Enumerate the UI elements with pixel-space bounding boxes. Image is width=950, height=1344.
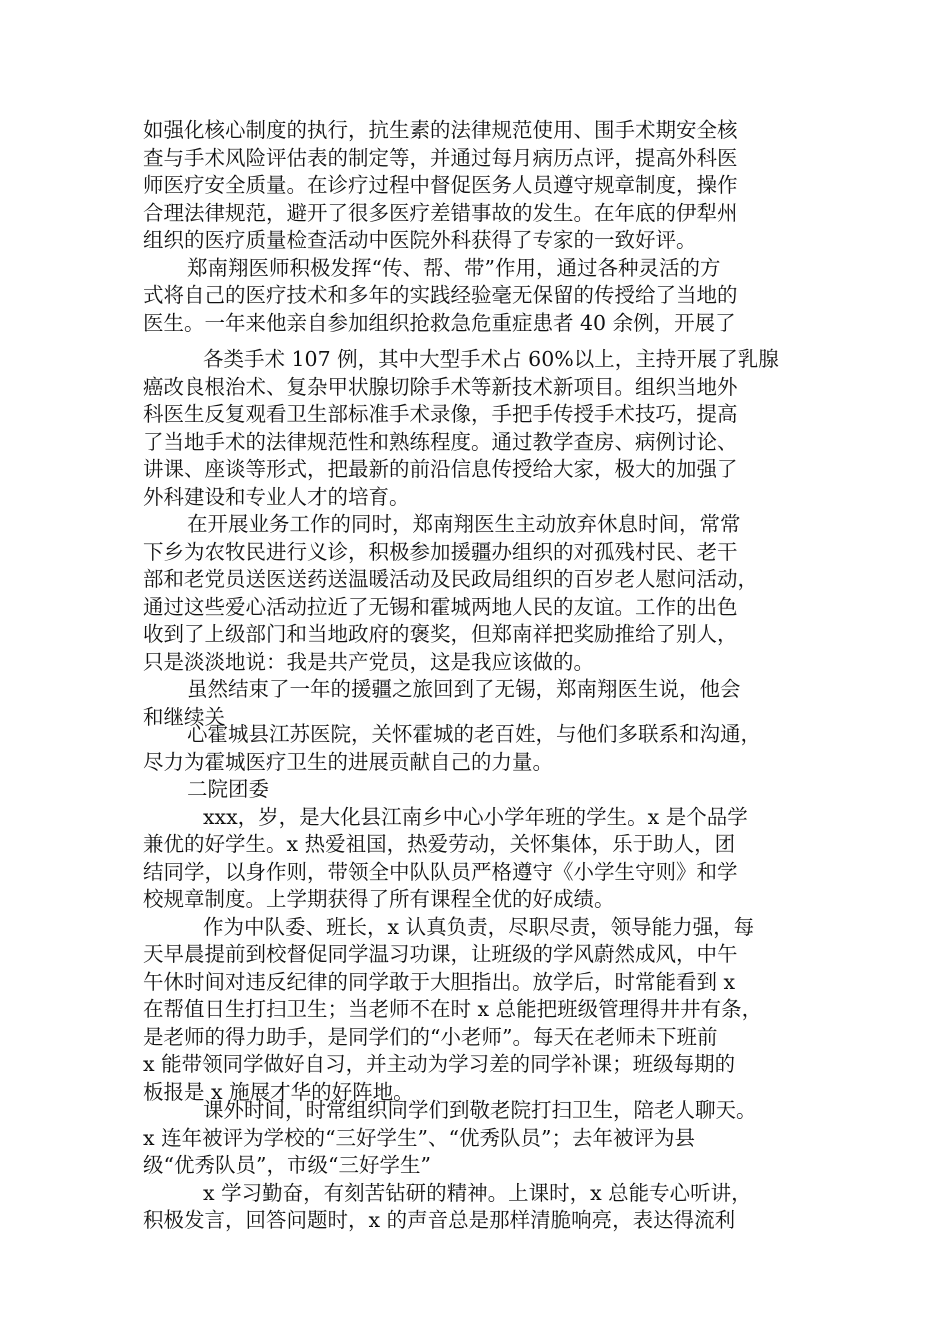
text-line: 师医疗安全质量。在诊疗过程中督促医务人员遵守规章制度，操作 [143, 173, 738, 197]
text-line: 虽然结束了一年的援疆之旅回到了无锡，郑南翔医生说，他会 [187, 677, 741, 701]
text-line: 讲课、座谈等形式，把最新的前沿信息传授给大家，极大的加强了 [143, 457, 738, 481]
text-line: 在开展业务工作的同时，郑南翔医生主动放弃休息时间，常常 [187, 512, 741, 536]
text-line: 心霍城县江苏医院，关怀霍城的老百姓，与他们多联系和沟通， [187, 722, 761, 746]
text-line: 午休时间对违反纪律的同学敢于大胆指出。放学后，时常能看到 x [143, 969, 736, 994]
text-line: 通过这些爱心活动拉近了无锡和霍城两地人民的友谊。工作的出色 [143, 594, 738, 619]
text-line: 课外时间，时常组织同学们到敬老院打扫卫生，陪老人聊天。 [203, 1098, 757, 1122]
text-line: x 学习勤奋，有刻苦钻研的精神。上课时，x 总能专心听讲， [203, 1180, 752, 1205]
text-line: 是老师的得力助手，是同学们的“小老师”。每天在老师未下班前 [143, 1024, 718, 1049]
text-line: 尽力为霍城医疗卫生的进展贡献自己的力量。 [143, 749, 553, 774]
text-line: 如强化核心制度的执行，抗生素的法律规范使用、围手术期安全核 [143, 118, 738, 142]
text-line: 结同学，以身作则，带领全中队队员严格遵守《小学生守则》和学 [143, 859, 738, 884]
text-line: 各类手术 107 例，其中大型手术占 60%以上，主持开展了乳腺 [203, 347, 779, 371]
text-line: 和继续关 [143, 704, 225, 729]
section-1 [143, 117, 823, 337]
text-line: 科医生反复观看卫生部标准手术录像，手把手传授手术技巧，提高 [143, 402, 738, 426]
text-line: 级“优秀队员”，市级“三好学生” [143, 1153, 431, 1177]
text-line: x 连年被评为学校的“三好学生”、“优秀队员”；去年被评为县 [143, 1125, 695, 1150]
text-line: 医生。一年来他亲自参加组织抢救急危重症患者 40 余例，开展了 [143, 310, 736, 335]
text-line: 只是淡淡地说：我是共产党员，这是我应该做的。 [143, 649, 594, 674]
text-line: 癌改良根治术、复杂甲状腺切除手术等新技术新项目。组织当地外 [143, 374, 738, 399]
text-line: 兼优的好学生。x 热爱祖国，热爱劳动，关怀集体，乐于助人，团 [143, 832, 736, 856]
text-line: 查与手术风险评估表的制定等，并通过每月病历点评，提高外科医 [143, 145, 738, 170]
text-line: 收到了上级部门和当地政府的褒奖，但郑南祥把奖励推给了别人， [143, 622, 738, 646]
text-line: 外科建设和专业人才的培育。 [143, 484, 410, 509]
text-line: 合理法律规范，避开了很多医疗差错事故的发生。在年底的伊犁州 [143, 200, 738, 225]
text-line: 郑南翔医师积极发挥“传、帮、带”作用，通过各种灵活的方 [187, 255, 721, 280]
text-line: 式将自己的医疗技术和多年的实践经验毫无保留的传授给了当地的 [143, 283, 738, 307]
text-line: 积极发言，回答问题时，x 的声音总是那样清脆响亮，表达得流利 [143, 1208, 736, 1232]
section-4 [143, 1097, 823, 1235]
text-line: x 能带领同学做好自习，并主动为学习差的同学补课；班级每期的 [143, 1052, 736, 1076]
text-line: 二院团委 [187, 777, 269, 801]
text-line: 校规章制度。上学期获得了所有课程全优的好成绩。 [143, 887, 615, 911]
text-line: 板报是 x 施展才华的好阵地。 [143, 1079, 414, 1104]
text-line: 部和老党员送医送药送温暖活动及民政局组织的百岁老人慰问活动， [143, 567, 758, 591]
text-line: 了当地手术的法律规范性和熟练程度。通过教学查房、病例讨论、 [143, 429, 738, 454]
section-3 [143, 721, 823, 1106]
text-line: xxx，岁，是大化县江南乡中心小学年班的学生。x 是个品学 [203, 804, 748, 829]
text-line: 在帮值日生打扫卫生；当老师不在时 x 总能把班级管理得井井有条， [143, 997, 763, 1021]
text-line: 组织的医疗质量检查活动中医院外科获得了专家的一致好评。 [143, 228, 697, 252]
section-2 [143, 346, 823, 731]
text-line: 下乡为农牧民进行义诊，积极参加援疆办组织的对孤残村民、老干 [143, 539, 738, 564]
text-line: 作为中队委、班长，x 认真负责，尽职尽责，领导能力强，每 [203, 914, 755, 939]
text-line: 天早晨提前到校督促同学温习功课，让班级的学风蔚然成风，中午 [143, 942, 738, 966]
